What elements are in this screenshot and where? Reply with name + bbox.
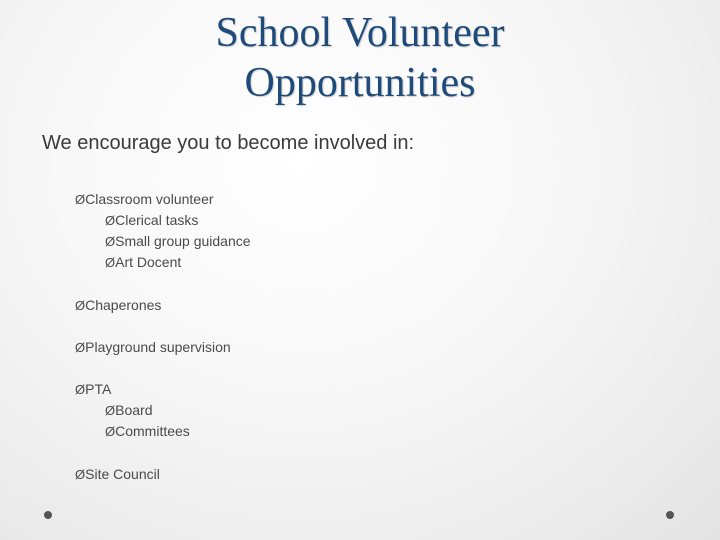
bullet-arrow-icon: Ø — [105, 213, 116, 228]
list-item-label: Clerical tasks — [115, 212, 199, 228]
list-item-label: Classroom volunteer — [85, 191, 214, 207]
list-item-label: Site Council — [85, 466, 160, 482]
list-item-label: PTA — [85, 381, 112, 397]
bullet-arrow-icon: Ø — [75, 340, 86, 355]
bullet-arrow-icon: Ø — [75, 382, 86, 397]
list-subitem-committees — [105, 422, 190, 441]
list-subitem-board — [105, 401, 152, 420]
bullet-arrow-icon: Ø — [75, 192, 86, 207]
list-item-site-council — [75, 465, 160, 484]
list-subitem-clerical — [105, 211, 198, 230]
bullet-arrow-icon: Ø — [105, 403, 116, 418]
list-item-label: Chaperones — [85, 297, 162, 313]
list-subitem-small-group — [105, 232, 251, 251]
title-line-1: School Volunteer — [215, 10, 505, 56]
list-item-classroom — [75, 190, 214, 209]
list-item-playground — [75, 338, 231, 357]
decorative-dot-left — [44, 511, 52, 519]
list-item-label: Board — [115, 402, 153, 418]
list-item-label: Playground supervision — [85, 339, 231, 355]
bullet-arrow-icon: Ø — [105, 424, 116, 439]
slide-title — [0, 8, 720, 108]
list-item-label: Committees — [115, 423, 190, 439]
bullet-arrow-icon: Ø — [75, 467, 86, 482]
bullet-arrow-icon: Ø — [105, 234, 116, 249]
list-item-label: Small group guidance — [115, 233, 251, 249]
decorative-dot-right — [666, 511, 674, 519]
list-item-label: Art Docent — [115, 254, 182, 270]
list-subitem-art-docent — [105, 253, 181, 272]
bullet-arrow-icon: Ø — [75, 298, 86, 313]
list-item-pta — [75, 380, 111, 399]
title-line-2: Opportunities — [244, 60, 476, 106]
list-item-chaperones — [75, 296, 161, 315]
bullet-arrow-icon: Ø — [105, 255, 116, 270]
slide-subtitle: We encourage you to become involved in: — [42, 132, 415, 154]
